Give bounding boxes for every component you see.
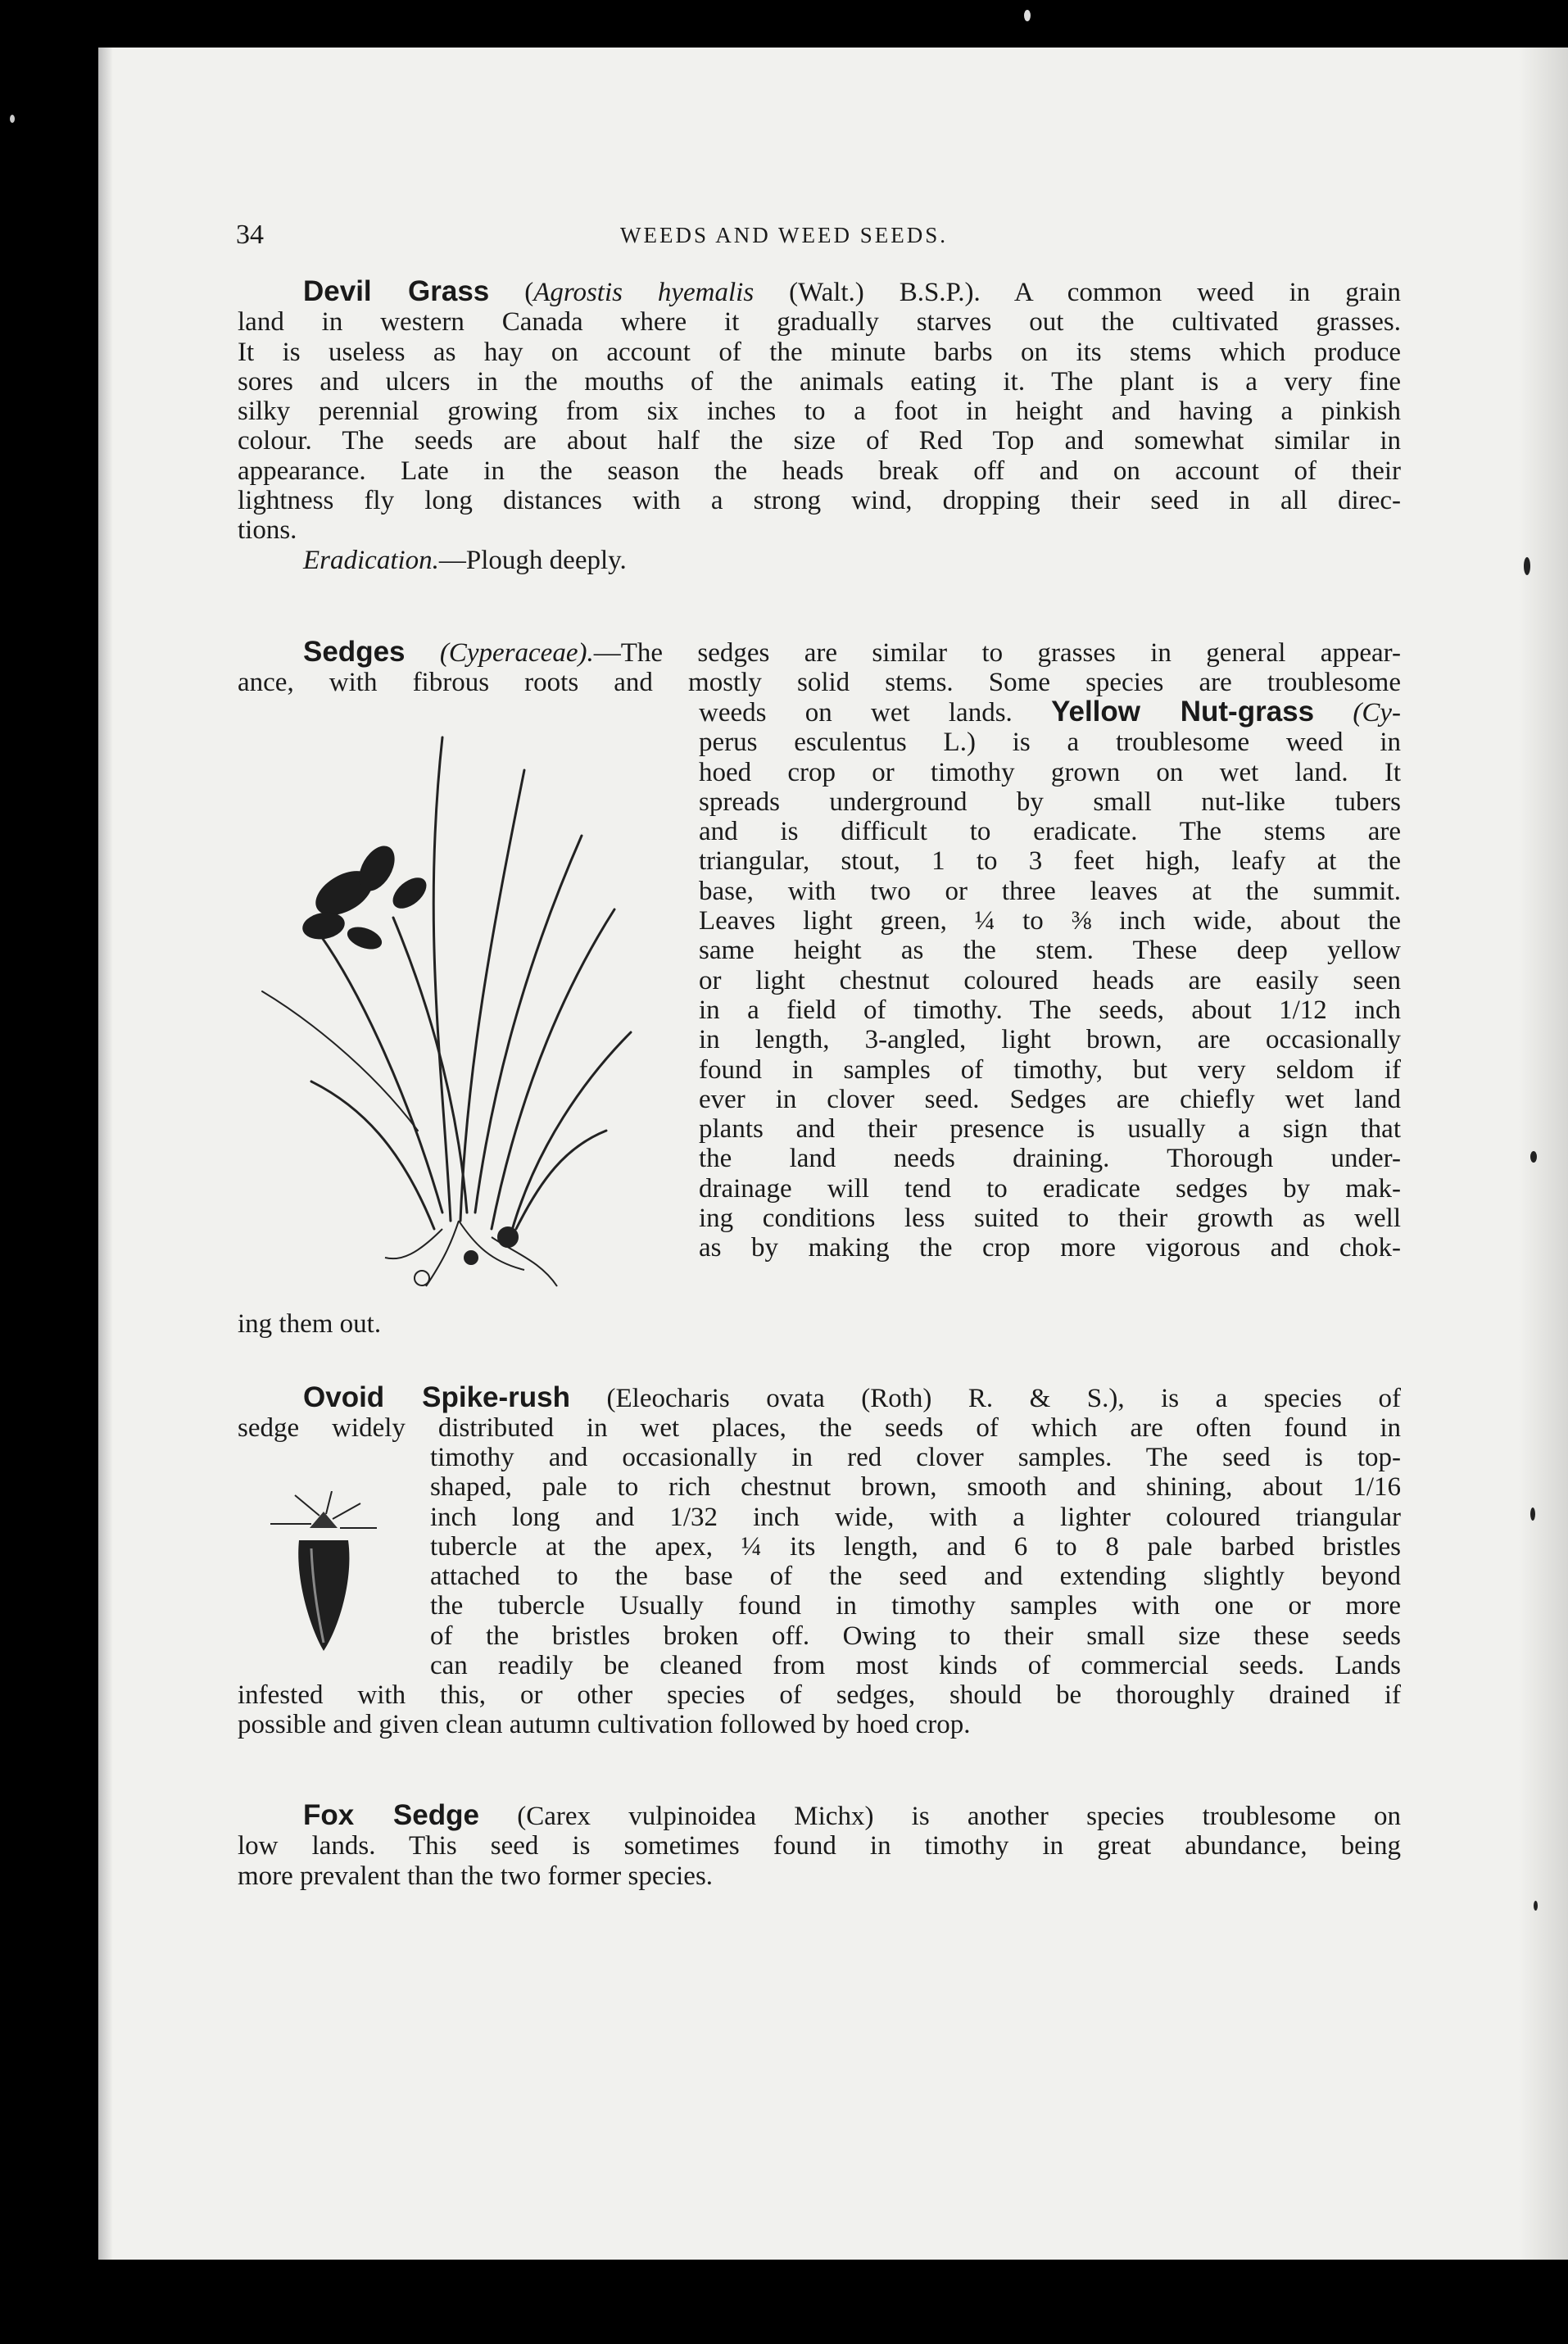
scan-speck bbox=[1534, 1901, 1538, 1911]
scan-speck bbox=[10, 115, 15, 123]
ovoid-tail bbox=[238, 1680, 1401, 1740]
text-line: land in western Canada where it gradually starves out the cultivated grasses. bbox=[238, 307, 1401, 338]
text-line: weeds on wet lands. Yellow Nut-grass (Cy- bbox=[699, 696, 1401, 728]
text-line: can readily be cleaned from most kinds of commercial seeds. Lands bbox=[430, 1651, 1401, 1681]
scan-bottom-border bbox=[0, 2260, 1568, 2344]
text-line: perus esculentus L.) is a troublesome weed in bbox=[699, 728, 1401, 758]
text-line: lightness fly long distances with a strong wind, dropping their seed in all direc- bbox=[238, 486, 1401, 516]
ovoid-spike-rush-paragraph bbox=[238, 1383, 1401, 1444]
page-number: 34 bbox=[236, 220, 264, 250]
running-title: WEEDS AND WEED SEEDS. bbox=[620, 223, 948, 247]
text-line: appearance. Late in the season the heads break off and on account of their bbox=[238, 456, 1401, 486]
spike-rush-seed-illustration bbox=[262, 1491, 385, 1655]
scan-speck bbox=[1530, 1151, 1537, 1163]
text-line: ance, with fibrous roots and mostly solid stems. Some species are troublesome bbox=[238, 668, 1401, 698]
ovoid-first-line: Ovoid Spike-rush (Eleocharis ovata (Roth) R. & S.), is a species of bbox=[303, 1381, 1401, 1413]
text-line: found in samples of timothy, but very seldom if bbox=[699, 1054, 1401, 1085]
text-line: the land needs draining. Thorough under- bbox=[699, 1144, 1401, 1174]
text-line: tubercle at the apex, ¼ its length, and 6 to 8 pale barbed bristles bbox=[430, 1531, 1401, 1562]
text-line: drainage will tend to eradicate sedges by mak- bbox=[699, 1173, 1401, 1204]
text-line: spreads underground by small nut-like tubers bbox=[699, 787, 1401, 817]
scan-speck bbox=[1530, 1508, 1535, 1521]
devil-grass-first-line: Devil Grass (Agrostis hyemalis (Walt.) B.S.P.). A common weed in grain bbox=[303, 275, 1402, 307]
text-line: Leaves light green, ¼ to ⅜ inch wide, about the bbox=[699, 906, 1401, 936]
text-line: sedge widely distributed in wet places, the seeds of which are often found in bbox=[238, 1413, 1401, 1444]
scan-edge-right bbox=[1519, 48, 1568, 2260]
text-line: triangular, stout, 1 to 3 feet high, leafy at the bbox=[699, 846, 1401, 877]
ovoid-column bbox=[430, 1443, 1401, 1680]
text-line: ing conditions less suited to their growth as well bbox=[699, 1204, 1401, 1234]
scan-speck bbox=[1524, 557, 1530, 575]
text-line: inch long and 1/32 inch wide, with a lighter coloured triangular bbox=[430, 1502, 1401, 1532]
text-line: silky perennial growing from six inches to a foot in height and having a pinkish bbox=[238, 397, 1401, 427]
text-line: as by making the crop more vigorous and chok- bbox=[699, 1233, 1401, 1263]
text-line: shaped, pale to rich chestnut brown, smooth and shining, about 1/16 bbox=[430, 1472, 1401, 1503]
text-line: attached to the base of the seed and extending slightly beyond bbox=[430, 1562, 1401, 1592]
text-line: or light chestnut coloured heads are easily seen bbox=[699, 965, 1401, 995]
devil-grass-title: Devil Grass bbox=[303, 275, 490, 307]
sedges-column bbox=[699, 697, 1401, 1263]
sedges-first-line: Sedges (Cyperaceae).—The sedges are similar to grasses in general appear- bbox=[303, 636, 1401, 668]
text-line: hoed crop or timothy grown on wet land. It bbox=[699, 757, 1401, 787]
fox-sedge-title: Fox Sedge bbox=[303, 1799, 479, 1831]
text-line: base, with two or three leaves at the summit. bbox=[699, 876, 1401, 906]
scan-speck bbox=[1024, 10, 1031, 21]
fox-sedge-first-line: Fox Sedge (Carex vulpinoidea Michx) is another species troublesome on bbox=[303, 1799, 1402, 1831]
text-line: and is difficult to eradicate. The stems are bbox=[699, 817, 1401, 847]
text-line: in a field of timothy. The seeds, about 1/12 inch bbox=[699, 995, 1401, 1025]
text-line: low lands. This seed is sometimes found in timothy in great abundance, being bbox=[238, 1831, 1401, 1861]
sedges-paragraph bbox=[238, 637, 1401, 698]
sedges-title: Sedges bbox=[303, 636, 406, 668]
devil-grass-paragraph bbox=[238, 277, 1401, 575]
text-line: same height as the stem. These deep yellow bbox=[699, 936, 1401, 966]
nut-grass-illustration bbox=[246, 721, 672, 1294]
text-line: sores and ulcers in the mouths of the animals eating it. The plant is a very fine bbox=[238, 366, 1401, 397]
eradication-label: Eradication. bbox=[303, 545, 439, 575]
text-line: infested with this, or other species of sedges, should be thoroughly drained if bbox=[238, 1680, 1401, 1710]
text-line: ing them out. bbox=[238, 1309, 382, 1339]
text-line: ever in clover seed. Sedges are chiefly wet land bbox=[699, 1084, 1401, 1114]
text-line: the tubercle Usually found in timothy samples with one or more bbox=[430, 1591, 1401, 1621]
ovoid-spike-rush-title: Ovoid Spike-rush bbox=[303, 1381, 571, 1413]
text-line: more prevalent than the two former species. bbox=[238, 1861, 714, 1891]
text-line: It is useless as hay on account of the minute barbs on its stems which produce bbox=[238, 337, 1401, 367]
yellow-nut-grass-title: Yellow Nut-grass bbox=[1051, 696, 1315, 728]
text-line: in length, 3-angled, light brown, are occasionally bbox=[699, 1025, 1401, 1055]
text-line: of the bristles broken off. Owing to their small size these seeds bbox=[430, 1621, 1401, 1651]
fox-sedge-paragraph bbox=[238, 1801, 1401, 1891]
text-line: colour. The seeds are about half the size of Red Top and somewhat similar in bbox=[238, 426, 1401, 456]
text-line: tions. bbox=[238, 515, 297, 546]
eradication-line: Eradication.—Plough deeply. bbox=[303, 545, 627, 575]
text-line: timothy and occasionally in red clover samples. The seed is top- bbox=[430, 1443, 1401, 1472]
scan-edge-left bbox=[98, 48, 113, 2260]
text-line: possible and given clean autumn cultivation followed by hoed crop. bbox=[238, 1710, 971, 1740]
text-line: plants and their presence is usually a sign that bbox=[699, 1114, 1401, 1145]
sedges-last-line bbox=[238, 1309, 1401, 1339]
